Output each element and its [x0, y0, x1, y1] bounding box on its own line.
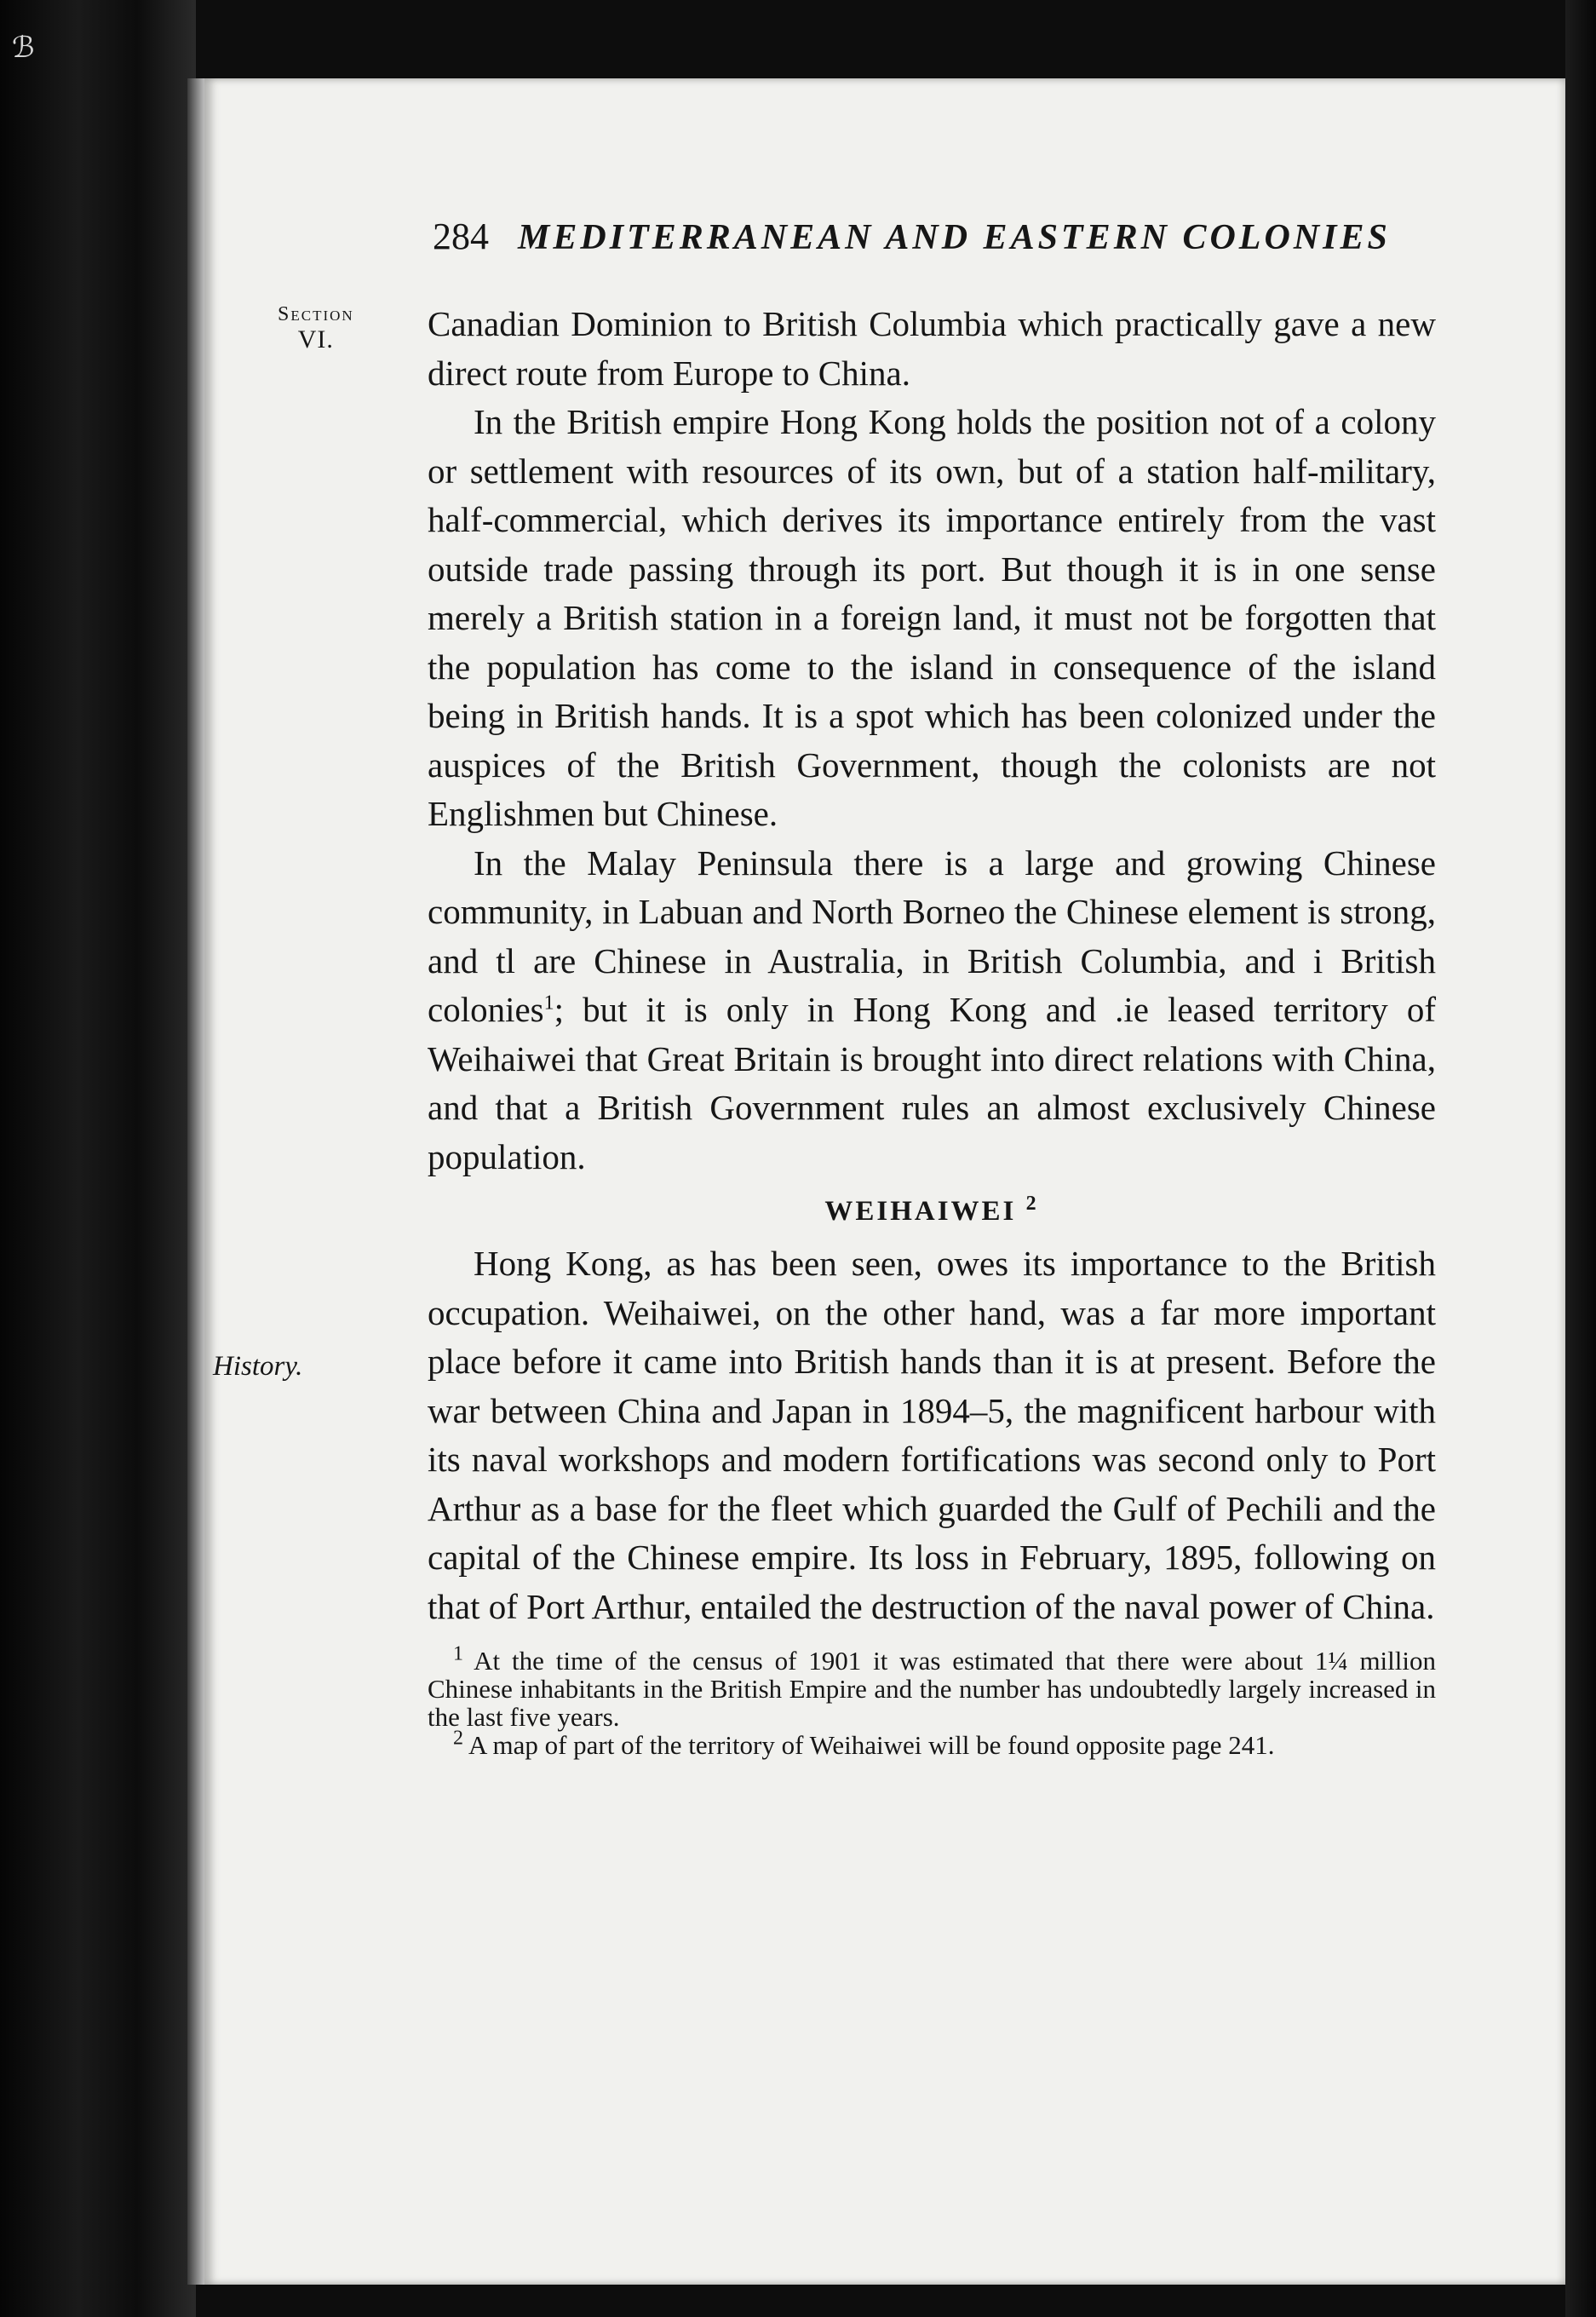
footnote-mark-1: 1 [543, 992, 554, 1015]
page-number: 284 [433, 216, 489, 257]
section-marginal-note [278, 302, 354, 353]
section-number: VI. [297, 325, 334, 354]
footnote-1-mark: 1 [453, 1642, 463, 1665]
microfilm-border-right [1565, 0, 1596, 2317]
corner-mark: ℬ [12, 31, 35, 65]
footnote-1 [428, 1642, 1437, 1732]
paragraph-continuation: Canadian Dominion to British Columbia which practically gave a new direct route from Europe to China. [428, 304, 1436, 393]
paragraph-hong-kong: In the British empire Hong Kong holds the position not of a colony or settlement with resources of its own, but of a station half-military, half-commercial, which derives its importance entirely from the vast outside trade passing through its port. But though it is in one sense merely a British station in a foreign land, it must not be forgotten that the population has come to the island in consequence of the island being in British hands. It is a spot which has been colonized under the auspices of the British Government, though the colonists are not Englishmen but Chinese. [428, 402, 1436, 833]
paragraph-malay-part2: ; but it is only in Hong Kong and .ie leased territory of Weihaiwei that Great Britain is brought into direct relations with China, and that a British Government rules an almost exclusively Chinese population. [428, 990, 1436, 1176]
section-heading-text: WEIHAIWEI [824, 1196, 1017, 1227]
footnote-2-mark: 2 [453, 1727, 463, 1750]
page-body [428, 300, 1436, 1759]
running-header [433, 215, 1412, 258]
page-edge [187, 78, 204, 2285]
microfilm-border-left [0, 0, 196, 2317]
footnote-2-text: A map of part of the territory of Weihaiwei will be found opposite page 241. [468, 1730, 1275, 1760]
footnote-mark-2: 2 [1025, 1193, 1039, 1215]
paragraph-malay [428, 839, 1436, 1182]
paragraph-history: Hong Kong, as has been seen, owes its importance to the British occupation. Weihaiwei, on the other hand, was a far more important place before it came into British hands than it is at present. Before the war between China and Japan in 1894–5, the magnificent harbour with its naval workshops and modern fortifications was second only to Port Arthur as a base for the fleet which guarded the Gulf of Pechili and the capital of the Chinese empire. Its loss in February, 1895, following on that of Port Arthur, entailed the destruction of the naval power of China. [428, 1244, 1436, 1626]
section-heading [428, 1187, 1436, 1236]
section-label: Section [278, 303, 354, 325]
paragraph-malay-part1: In the Malay Peninsula there is a large and growing Chinese community, in Labuan and North Borneo the Chinese element is strong, and tl are Chinese in Australia, in British Columbia, and i British colonies [428, 842, 1436, 1029]
footnotes [428, 1642, 1437, 1760]
footnote-2 [428, 1727, 1436, 1760]
footnote-1-text: At the time of the census of 1901 it was estimated that there were about 1¼ million Chinese inhabitants in the British Empire and the number has undoubtedly largely increased in the last five years. [428, 1646, 1437, 1732]
history-marginal-note: History. [213, 1351, 303, 1382]
running-title: MEDITERRANEAN AND EASTERN COLONIES [518, 218, 1391, 257]
